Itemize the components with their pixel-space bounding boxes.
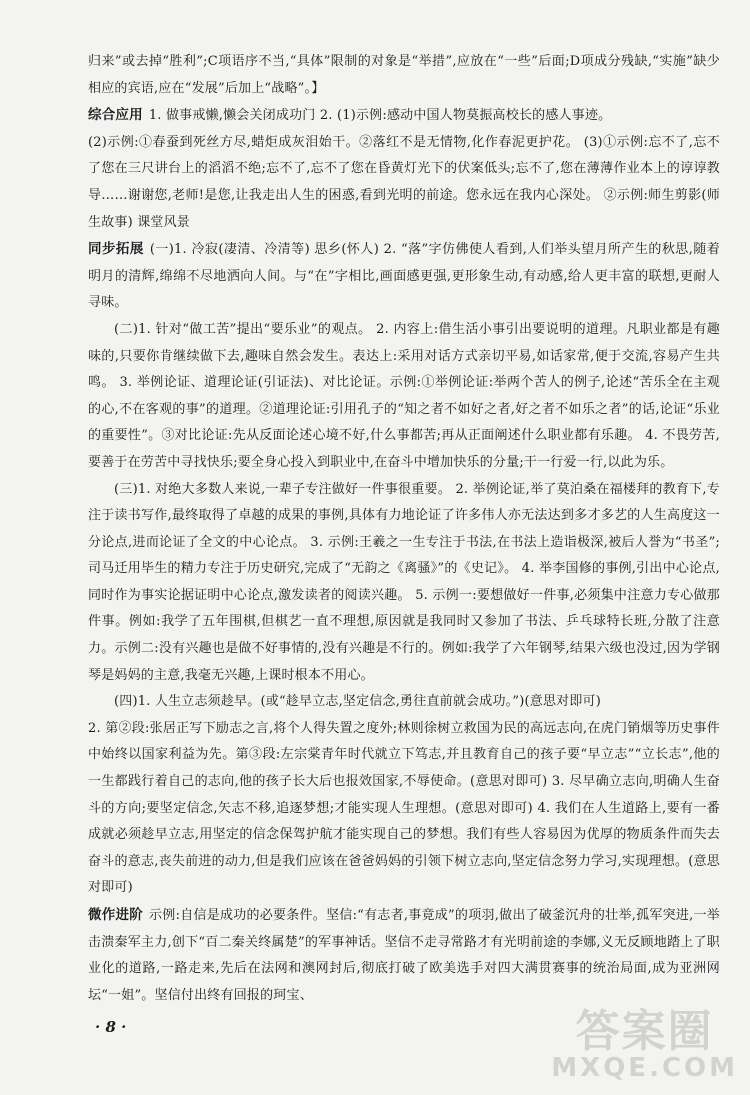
section-label: 综合应用: [88, 107, 143, 124]
top-margin: [88, 35, 720, 49]
answer-paragraph: [88, 716, 720, 902]
answer-paragraph: [88, 689, 720, 716]
paragraph-text: (三)1. 对绝大多数人来说,一辈子专注做好一件事很重要。 2. 举例论证,举了莫泊桑在福楼拜的教育下,专注于读书写作,最终取得了卓越的成果的事例,具体有力地论证了许多伟人亦无法达到多才多艺的人生高度这一分论点,进而论证了全文的中心论点。 3. 示例:王羲之一生专注于书法,在书法上造诣极深,被后人誉为“书圣”;司马迁用毕生的精力专注于历史研究,完成了“无韵之《离骚》”的《史记》。 4. 举李国修的事例,引出中心论点,同时作为事实论据证明中心论点,激发读者的阅读兴趣。 5. 示例一:要想做好一件事,必须集中注意力专心做那件事。例如:我学了五年围棋,但棋艺一直不理想,原因就是我同时又参加了书法、乒乓球特长班,分散了注意力。示例二:没有兴趣也是做不好事情的,没有兴趣是不行的。例如:我学了六年钢琴,结果六级也没过,因为学钢琴是妈妈的主意,我毫无兴趣,上课时根本不用心。: [88, 481, 720, 683]
answer-paragraph: [88, 317, 720, 477]
watermark-line1: 答案圈: [575, 1006, 714, 1057]
answer-page: [88, 35, 720, 1009]
answer-paragraph: [88, 477, 720, 690]
paragraph-text: 1. 做事戒懒,懒会关闭成功门 2. (1)示例:感动中国人物莫振高校长的感人事迹。: [148, 108, 612, 124]
paragraph-text: (2)示例:①春蚕到死丝方尽,蜡炬成灰泪始干。②落红不是无情物,化作春泥更护花。 (3)①示例:忘不了,忘不了您在三尺讲台上的滔滔不绝;忘不了,忘不了您在昏黄灯光下的伏案低头;忘不了,您在薄薄作业本上的谆谆教导……谢谢您,老师!是您,让我走出人生的困惑,看到光明的前途。您永远在我内心深处。 ②示例:师生剪影(师生故事) 课堂风景: [88, 134, 720, 230]
paragraph-text: 归来”或去掉“胜利”;C项语序不当,“具体”限制的对象是“举措”,应放在“一些”后面;D项成分残缺,“实施”缺少相应的宾语,应在“发展”后加上“战略”。】: [88, 54, 720, 96]
section-label: 微作进阶: [88, 907, 144, 923]
answer-content: [88, 49, 720, 1009]
paragraph-text: 2. 第②段:张居正写下励志之言,将个人得失置之度外;林则徐树立救国为民的高远志向,在虎门销烟等历史事件中始终以国家利益为先。第③段:左宗棠青年时代就立下笃志,并且教育自己的孩子要“早立志”“立长志”,他的一生都践行着自己的志向,他的孩子长大后也报效国家,不辱使命。(意思对即可) 3. 尽早确立志向,明确人生奋斗的方向;要坚定信念,矢志不移,追逐梦想;才能实现人生理想。(意思对即可) 4. 我们在人生道路上,要有一番成就必须趁早立志,用坚定的信念保驾护航才能实现自己的梦想。我们有些人容易因为优厚的物质条件而失去奋斗的意志,丧失前进的动力,但是我们应该在爸爸妈妈的引领下树立志向,坚定信念努力学习,实现理想。(意思对即可): [88, 720, 720, 896]
watermark-logo: [551, 995, 738, 1083]
answer-paragraph: [88, 236, 720, 317]
page-number: · 8 ·: [95, 1018, 127, 1036]
answer-paragraph: [88, 49, 720, 102]
watermark-line2: MXQE.COM: [551, 1053, 738, 1083]
answer-paragraph: [88, 130, 720, 236]
paragraph-text: (一)1. 冷寂(凄清、冷清等) 思乡(怀人) 2. “落”字仿佛使人看到,人们举头望月所产生的秋思,随着明月的清辉,绵绵不尽地洒向人间。与“在”字相比,画面感更强,更形象生动,有动感,给人更丰富的联想,更耐人寻味。: [88, 242, 720, 311]
answer-paragraph: [88, 902, 720, 1009]
section-label: 同步拓展: [88, 241, 144, 258]
paragraph-text: (二)1. 针对“做工苦”提出“要乐业”的观点。 2. 内容上:借生活小事引出要说明的道理。凡职业都是有趣味的,只要你肯继续做下去,趣味自然会发生。表达上:采用对话方式亲切平易,如话家常,便于交流,容易产生共鸣。 3. 举例论证、道理论证(引证法)、对比论证。示例:①举例论证:举两个苦人的例子,论述“苦乐全在主观的心,不在客观的事”的道理。②道理论证:引用孔子的“知之者不如好之者,好之者不如乐之者”的话,论证“乐业的重要性”。③对比论证:先从反面论述心境不好,什么事都苦;再从正面阐述什么职业都有乐趣。 4. 不畏劳苦,要善于在劳苦中寻找快乐;要全身心投入到职业中,在奋斗中增加快乐的分量;干一行爱一行,以此为乐。: [88, 321, 720, 470]
answer-paragraph: [88, 102, 720, 130]
paragraph-text: (四)1. 人生立志须趁早。(或“趁早立志,坚定信念,勇往直前就会成功。”)(意思对即可): [114, 694, 602, 710]
paragraph-text: 示例:自信是成功的必要条件。坚信:“有志者,事竟成”的项羽,做出了破釜沉舟的壮举,孤军突进,一举击溃秦军主力,创下“百二秦关终属楚”的军事神话。坚信不走寻常路才有光明前途的李娜,义无反顾地踏上了职业化的道路,一路走来,先后在法网和澳网封后,彻底打破了欧美选手对四大满贯赛事的统治局面,成为亚洲网坛“一姐”。坚信付出终有回报的珂宝、: [88, 908, 720, 1003]
